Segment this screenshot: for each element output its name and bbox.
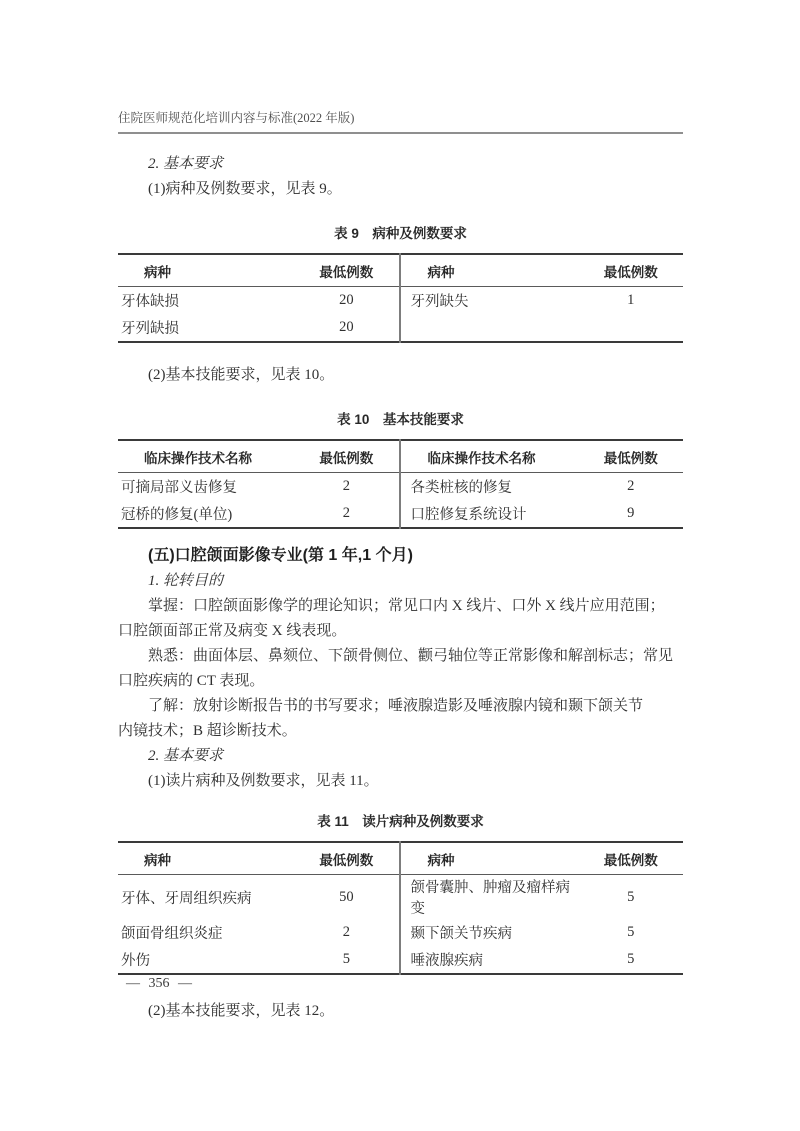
table-cell xyxy=(400,314,578,342)
running-header-title: 住院医师规范化培训内容与标准(2022 年版) xyxy=(118,111,355,125)
table-cell: 各类桩核的修复 xyxy=(400,473,578,501)
table-cell: 牙列缺损 xyxy=(121,321,179,337)
table-9 xyxy=(118,253,683,343)
table-cell: 颞下颌关节疾病 xyxy=(400,919,578,946)
para-see-table10: (2)基本技能要求，见表 10。 xyxy=(148,367,335,383)
table-cell: 外伤 xyxy=(121,953,150,969)
table-cell: 1 xyxy=(627,292,635,308)
table-cell: 牙体缺损 xyxy=(121,294,179,310)
table-cell: 2 xyxy=(627,478,635,494)
table-cell: 可摘局部义齿修复 xyxy=(121,480,237,496)
para-understand-line1: 了解：放射诊断报告书的书写要求；唾液腺造影及唾液腺内镜和颞下颌关节 xyxy=(148,698,644,714)
table-row xyxy=(118,500,683,528)
table-cell: 口腔修复系统设计 xyxy=(400,500,578,528)
para-master-line2: 口腔颌面部正常及病变 X 线表现。 xyxy=(118,623,347,639)
table-row xyxy=(118,314,683,342)
table-cell: 20 xyxy=(339,319,354,335)
table-cell: 颌面骨组织炎症 xyxy=(121,926,223,942)
table-9-header-disease-right: 病种 xyxy=(400,254,578,287)
table-cell: 牙列缺失 xyxy=(400,287,578,315)
table-cell: 2 xyxy=(342,505,350,521)
table-9-header-row xyxy=(118,254,683,287)
table-cell: 颌骨囊肿、肿瘤及瘤样病变 xyxy=(400,875,578,920)
para-see-table12: (2)基本技能要求，见表 12。 xyxy=(148,1003,335,1019)
table-9-title: 表 9 病种及例数要求 xyxy=(334,226,467,241)
para-familiar-line2: 口腔疾病的 CT 表现。 xyxy=(118,673,265,689)
table-row xyxy=(118,473,683,501)
para-see-table9: (1)病种及例数要求，见表 9。 xyxy=(148,181,342,197)
para-understand-line2: 内镜技术；B 超诊断技术。 xyxy=(118,723,297,739)
table-cell xyxy=(578,314,683,342)
para-basic-requirements: 2. 基本要求 xyxy=(148,156,224,172)
table-11-header-mincases-right: 最低例数 xyxy=(578,842,683,875)
table-11-header-mincases-left: 最低例数 xyxy=(293,842,400,875)
table-cell: 5 xyxy=(627,888,635,905)
para-familiar-line1: 熟悉：曲面体层、鼻颏位、下颌骨侧位、颧弓轴位等正常影像和解剖标志；常见 xyxy=(148,648,674,664)
table-9-header-mincases-right: 最低例数 xyxy=(578,254,683,287)
table-cell: 冠桥的修复(单位) xyxy=(121,507,233,523)
table-11-header-disease-right: 病种 xyxy=(400,842,578,875)
table-cell: 50 xyxy=(339,888,354,905)
para-master-line1: 掌握：口腔颌面影像学的理论知识；常见口内 X 线片、口外 X 线片应用范围； xyxy=(148,598,665,614)
table-11-title: 表 11 读片病种及例数要求 xyxy=(317,814,484,829)
table-10 xyxy=(118,439,683,529)
table-10-header-skill-left: 临床操作技术名称 xyxy=(118,440,293,473)
table-cell: 9 xyxy=(627,505,635,521)
para-basic-requirements-2: 2. 基本要求 xyxy=(148,748,224,764)
page-number: — 356 — xyxy=(126,976,192,991)
table-cell: 5 xyxy=(627,924,635,940)
table-10-title: 表 10 基本技能要求 xyxy=(337,412,464,427)
table-cell: 牙体、牙周组织疾病 xyxy=(121,890,252,907)
section-5-heading: (五)口腔颌面影像专业(第 1 年,1 个月) xyxy=(148,547,413,564)
table-9-header-disease-left: 病种 xyxy=(118,254,293,287)
table-11-header-row xyxy=(118,842,683,875)
table-cell: 2 xyxy=(342,478,350,494)
para-see-table11: (1)读片病种及例数要求，见表 11。 xyxy=(148,773,379,789)
table-row xyxy=(118,946,683,974)
table-11-block xyxy=(118,812,683,975)
table-cell: 5 xyxy=(342,951,350,967)
table-10-header-row xyxy=(118,440,683,473)
para-rotation-purpose: 1. 轮转目的 xyxy=(148,573,224,589)
table-9-block xyxy=(118,224,683,343)
table-cell: 5 xyxy=(627,951,635,967)
page-content xyxy=(118,0,683,1024)
table-10-header-mincases-right: 最低例数 xyxy=(578,440,683,473)
table-row xyxy=(118,287,683,315)
table-11 xyxy=(118,841,683,975)
table-10-header-skill-right: 临床操作技术名称 xyxy=(400,440,578,473)
table-10-block xyxy=(118,410,683,529)
table-cell: 2 xyxy=(342,924,350,940)
table-11-header-disease-left: 病种 xyxy=(118,842,293,875)
table-row xyxy=(118,919,683,946)
table-10-header-mincases-left: 最低例数 xyxy=(293,440,400,473)
table-row xyxy=(118,875,683,920)
table-cell: 20 xyxy=(339,292,354,308)
running-header xyxy=(118,110,683,134)
table-cell: 唾液腺疾病 xyxy=(400,946,578,974)
table-9-header-mincases-left: 最低例数 xyxy=(293,254,400,287)
